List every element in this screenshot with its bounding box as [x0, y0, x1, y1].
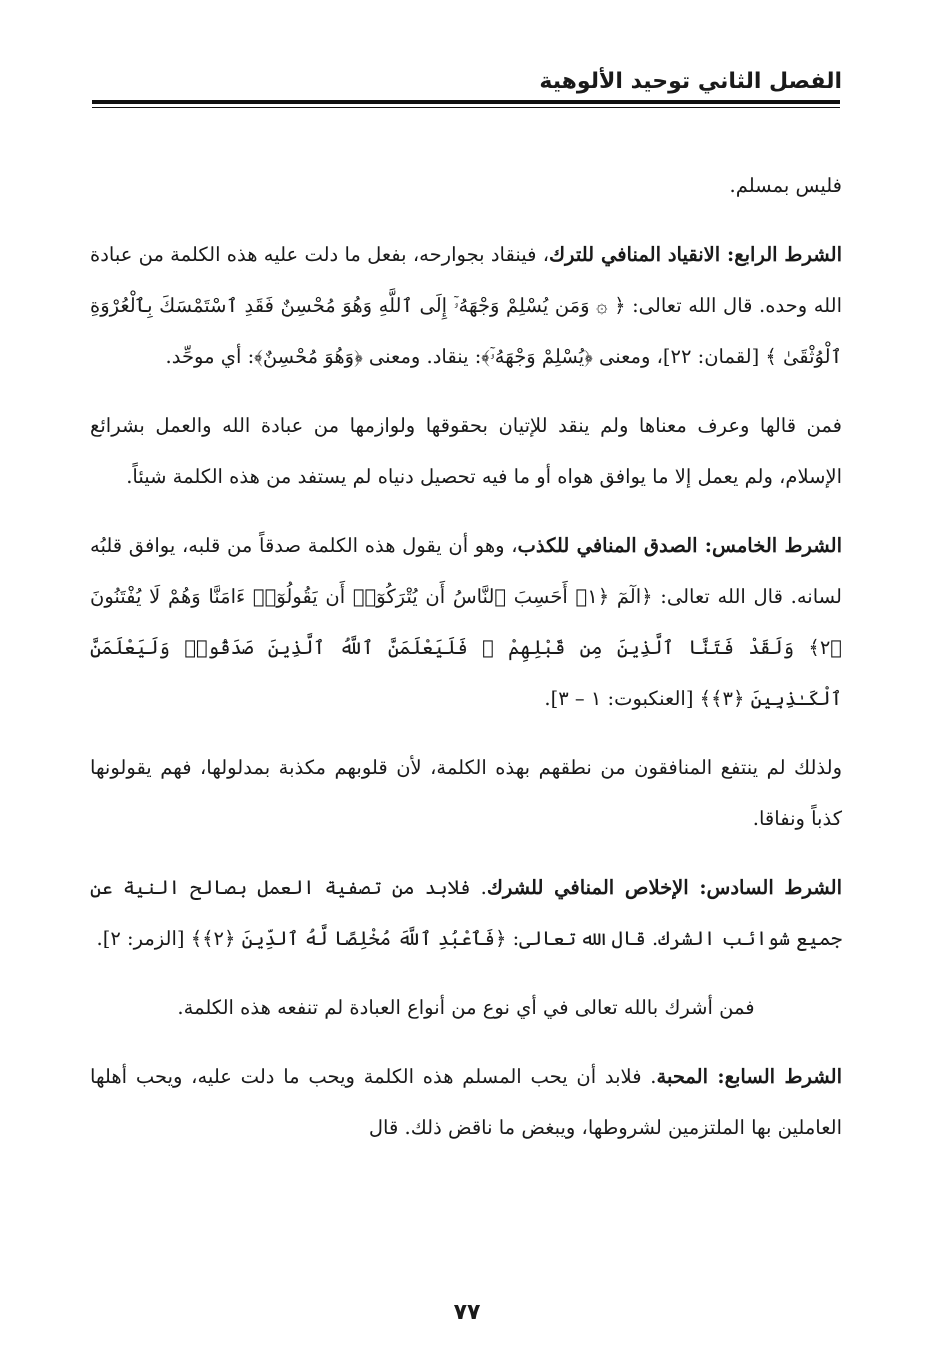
paragraph-text: . فلابد أن يحب المسلم هذه الكلمة ويحب ما دلت عليه، ويحب أهلها العاملين بها الملتزمين لشروطها، ويبغض ما ناقض ذلك. قال [90, 1065, 842, 1139]
condition-heading: الشرط السادس: [688, 876, 842, 899]
paragraph [90, 229, 842, 382]
condition-term: الإخلاص المنافي للشرك [486, 876, 689, 899]
condition-term: الانقياد المنافي للترك [548, 243, 721, 266]
paragraph-text: . فلابد من تصفية العمل بصالح النية عن جميع شوائب الشرك. قال الله تعالى: ﴿فَٱعْبُدِ ٱللَّهَ مُخْلِصًا لَّهُ ٱلدِّينَ ﴿٢﴾﴾ [الزمر: ٢]. [90, 876, 842, 950]
paragraph [90, 862, 842, 964]
chapter-title: الفصل الثاني توحيد الألوهية [539, 69, 842, 94]
page-number: ٧٧ [453, 1300, 481, 1325]
paragraph [90, 742, 842, 844]
paragraph-text: فليس بمسلم. [729, 174, 842, 197]
paragraph-text: ، وهو أن يقول هذه الكلمة صدقاً من قلبه، يوافق قلبُه لسانه. قال الله تعالى: ﴿الٓمٓ ﴿١﴾ أَحَسِبَ ٱلنَّاسُ أَن يُتْرَكُوٓا۟ أَن يَقُولُوٓا۟ ءَامَنَّا وَهُمْ لَا يُفْتَنُونَ ﴿٢﴾ وَلَقَدْ فَتَنَّا ٱلَّذِينَ مِن قَبْلِهِمْ ۖ فَلَيَعْلَمَنَّ ٱللَّهُ ٱلَّذِينَ صَدَقُوا۟ وَلَيَعْلَمَنَّ ٱلْكَـٰذِبِينَ ﴿٣﴾﴾ [العنكبوت: ١ – ٣]. [90, 534, 842, 710]
condition-heading: الشرط السابع: [708, 1065, 842, 1088]
header-rule-thick [92, 100, 840, 104]
condition-heading: الشرط الخامس: [697, 534, 842, 557]
paragraph [90, 160, 842, 211]
paragraph [90, 520, 842, 724]
paragraph-text: ، فينقاد بجوارحه، بفعل ما دلت عليه هذه الكلمة من عبادة الله وحده. قال الله تعالى: ﴿ ۞ وَمَن يُسْلِمْ وَجْهَهُۥٓ إِلَى ٱللَّهِ وَهُوَ مُحْسِنٌ فَقَدِ ٱسْتَمْسَكَ بِٱلْعُرْوَةِ ٱلْوُثْقَىٰ ﴾ [لقمان: ٢٢]، ومعنى ﴿يُسْلِمْ وَجْهَهُۥٓ﴾: ينقاد. ومعنى ﴿وَهُوَ مُحْسِنٌ﴾: أي موحِّد. [90, 243, 842, 368]
paragraph-text: فمن قالها وعرف معناها ولم ينقد للإتيان بحقوقها ولوازمها من عبادة الله والعمل بشرائع الإسلام، ولم يعمل إلا ما يوافق هواه أو ما فيه تحصيل دنياه لم يستفد من هذه الكلمة شيئاً. [90, 414, 842, 488]
paragraph [90, 982, 842, 1033]
paragraph-text: ولذلك لم ينتفع المنافقون من نطقهم بهذه الكلمة، لأن قلوبهم مكذبة بمدلولها، فهم يقولونها كذباً ونفاقا. [90, 756, 842, 830]
paragraph [90, 400, 842, 502]
condition-heading: الشرط الرابع: [720, 243, 842, 266]
body-text [90, 160, 842, 1171]
condition-term: الصدق المنافي للكذب [517, 534, 698, 557]
header-rule-thin [92, 107, 840, 108]
condition-term: المحبة [656, 1065, 709, 1088]
paragraph [90, 1051, 842, 1153]
paragraph-text: فمن أشرك بالله تعالى في أي نوع من أنواع العبادة لم تنفعه هذه الكلمة. [177, 996, 755, 1019]
running-header [92, 64, 842, 104]
